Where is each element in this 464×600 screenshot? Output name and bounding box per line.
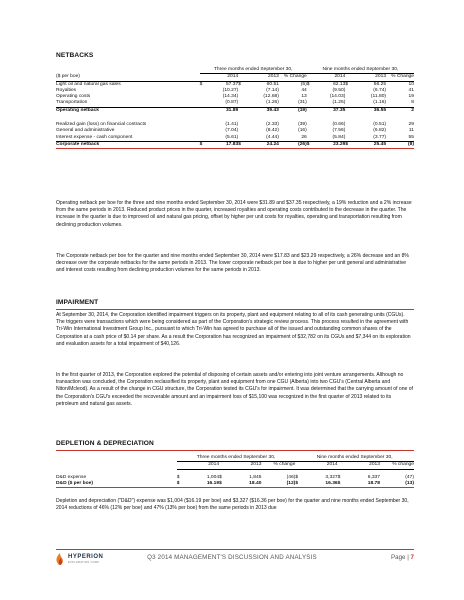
- row-label: Light oil and natural gas sales: [56, 81, 121, 87]
- table-cell: (19): [279, 107, 307, 114]
- table-cell: (1.16): [373, 100, 387, 106]
- row-label: Realized gain (loss) on financial contracts: [56, 122, 147, 128]
- dd-table: [56, 455, 414, 488]
- table-cell: 1,845: [249, 474, 262, 480]
- table-cell: (0.51): [373, 122, 387, 128]
- table-cell: 37.35: [313, 107, 345, 114]
- table-cell: 60.51: [266, 81, 279, 87]
- col-header: 2014: [200, 74, 239, 81]
- table-cell: (46): [286, 474, 296, 480]
- table-cell: (9.50): [332, 87, 346, 93]
- table-cell: (39): [298, 122, 307, 128]
- table-cell: (13): [380, 481, 414, 488]
- currency-symbol: $: [176, 474, 180, 480]
- col-header: % change: [380, 462, 414, 469]
- table-cell: 2: [386, 107, 414, 114]
- col-header: % Change: [386, 74, 414, 81]
- col-header: 2013: [238, 74, 279, 81]
- table-cell: 3,327: [325, 474, 338, 480]
- table-row: [56, 481, 414, 488]
- table-cell: (2.33): [266, 122, 279, 128]
- table-cell: 29: [408, 122, 414, 128]
- currency-symbol: $: [238, 81, 241, 87]
- table-cell: (5): [300, 81, 307, 87]
- table-cell: (6.82): [373, 128, 387, 134]
- three-months-header: Three months ended September 30,: [177, 455, 296, 462]
- table-cell: (0.87): [225, 100, 239, 106]
- table-cell: (7.56): [332, 128, 346, 134]
- table-row: [56, 100, 414, 107]
- table-cell: 62.13: [333, 81, 346, 87]
- table-cell: 11: [408, 128, 414, 134]
- table-cell: (12.68): [263, 94, 279, 100]
- table-cell: (10.27): [222, 87, 239, 93]
- currency-symbol: $: [177, 481, 183, 488]
- table-cell: 55: [386, 135, 414, 142]
- dd-paragraph: Depletion and depreciation ("D&D") expense was $1,004 ($16.19 per boe) and $3,327 ($16.36 per boe) for the quarter and nine months ended September 30, 2014 reductions of 46% (12% per boe) and 47% (13% per boe) from the same periods in 2013 due: [56, 498, 409, 512]
- table-cell: (12): [261, 481, 295, 488]
- col-header: 2014: [307, 74, 346, 81]
- table-cell: 23.29: [313, 141, 345, 148]
- logo-subtitle: EXPLORATION CORP.: [68, 561, 100, 564]
- currency-symbol: $: [337, 474, 341, 480]
- table-cell: 6,337: [367, 474, 380, 480]
- table-cell: (0.66): [332, 122, 346, 128]
- table-cell: (14.34): [222, 94, 239, 100]
- nine-months-header: Nine months ended September 30,: [295, 455, 414, 462]
- dd-title: DEPLETION & DEPRECIATION: [56, 440, 154, 447]
- impairment-paragraph-2: In the first quarter of 2013, the Corporation explored the potential of disposing of certain assets and/or entering into joint venture arrangements. Although no transaction was concluded, the Corporation reclassified its property, plant and equipment from one CGU (Alberta) into two CGU's (Central Alberta and Niton/Mcleod). As a result of the change in CGU structure, the Corporation tested its CGU's for impairment. It was determined that the carrying amount of one of the Corporation's CGU's exceeded the recoverable amount and an impairment loss of $15,100 was recognized in the first quarter of 2013 related to its petroleum and natural gas assets.: [56, 372, 413, 407]
- table-row: [56, 135, 414, 142]
- table-row: [56, 107, 414, 114]
- currency-symbol: $: [345, 81, 349, 87]
- page-label: Page |: [391, 554, 409, 561]
- col-header: 2013: [219, 462, 261, 469]
- table-cell: 41: [408, 87, 414, 93]
- table-cell: 17.83: [206, 141, 238, 148]
- table-cell: 39.43: [245, 107, 279, 114]
- table-cell: (5.84): [313, 135, 345, 142]
- table-cell: 25.45: [352, 141, 386, 148]
- table-cell: 44: [301, 87, 307, 93]
- col-header: 2014: [177, 462, 219, 469]
- table-cell: 31.89: [206, 107, 238, 114]
- page-number: [391, 554, 414, 561]
- table-cell: (14.03): [329, 94, 346, 100]
- currency-symbol: $: [295, 474, 299, 480]
- table-cell: (1.41): [225, 122, 239, 128]
- table-cell: (7.14): [266, 87, 279, 93]
- row-label: Interest expense - cash component: [56, 135, 200, 142]
- table-cell: (47): [405, 474, 414, 480]
- impairment-paragraph-1: At September 30, 2014, the Corporation identified impairment triggers on its property, plant and equipment relating to all of its cash generating units (CGUs). The triggers were transactions which were being considered as part of the Corporation's strategic review process. This process resulted in the agreement with Tri-Win International Investment Group Inc., pursuant to which Tri-Win has agreed to purchase all of the issued and outstanding common shares of the Corporation at a cash price of $0.14 per share. As a result the Corporation has recognized an impairment of $32,782 on its CGUs and $7,344 on its exploration and evaluation assets for a total impairment of $40,126.: [56, 312, 411, 347]
- table-cell: (3.77): [352, 135, 386, 142]
- netbacks-table: [56, 67, 414, 149]
- section-divider: [56, 450, 414, 451]
- table-cell: (6.74): [373, 87, 387, 93]
- row-label: Operating costs: [56, 94, 91, 100]
- currency-symbol: $: [306, 81, 310, 87]
- table-row: [56, 141, 414, 148]
- three-months-header: Three months ended September 30,: [200, 67, 307, 74]
- table-cell: (11.80): [370, 94, 387, 100]
- col-header: 2013: [338, 462, 380, 469]
- col-header: 2014: [295, 462, 337, 469]
- table-cell: 18.78: [344, 481, 380, 488]
- table-cell: (16): [298, 128, 307, 134]
- footer-divider: [56, 549, 414, 550]
- netbacks-paragraph-1: Operating netback per boe for the three and nine months ended September 30, 2014 were $31.89 and $37.35 respectively, a 19% reduction and a 2% increase from the same periods in 2013. Reduced product prices in the quarter, increased royalties and operating costs contributed to the decrease in the quarter. The increase in the quarter is due to improved oil and natural gas pricing, offset by higher per unit costs for royalties, operating and transportation resulting from declining production volumes.: [56, 200, 412, 228]
- currency-symbol: $: [200, 141, 206, 148]
- table-cell: (7.04): [225, 128, 239, 134]
- currency-symbol: $: [219, 481, 225, 488]
- table-cell: (8): [386, 141, 414, 148]
- table-cell: 57.37: [225, 81, 239, 87]
- currency-symbol: $: [338, 481, 344, 488]
- netbacks-paragraph-2: The Corporate netback per boe for the quarter and nine months ended September 30, 2014 were $17.83 and $23.29 respectively, a 26% decrease and an 8% decrease over the corporate netbacks for the same periods in 2013. The lower corporate netback per boe is due to higher per unit general and administrative and interest costs resulting from declining production volumes for the same periods in 2013.: [56, 253, 409, 274]
- table-cell: (1.26): [266, 100, 279, 106]
- table-cell: (26): [279, 141, 307, 148]
- row-label: General and administrative: [56, 128, 115, 134]
- table-cell: 8: [411, 100, 414, 106]
- table-cell: 56.25: [373, 81, 387, 87]
- row-label: D&D expense: [56, 474, 87, 480]
- col-header: % Change: [279, 74, 307, 81]
- table-cell: 18.40: [225, 481, 261, 488]
- table-cell: 13: [301, 94, 307, 100]
- logo-wordmark: HYPERION: [68, 554, 104, 560]
- table-cell: 16.19: [183, 481, 219, 488]
- currency-symbol: $: [199, 81, 203, 87]
- table-cell: 26: [279, 135, 307, 142]
- table-cell: 16.36: [302, 481, 338, 488]
- table-cell: 36.55: [352, 107, 386, 114]
- col-header: 2013: [345, 74, 386, 81]
- section-divider: [56, 309, 414, 310]
- table-cell: (4.44): [245, 135, 279, 142]
- currency-symbol: $: [238, 141, 244, 148]
- currency-symbol: $: [219, 474, 222, 480]
- unit-label: ($ per boe): [56, 74, 200, 81]
- row-label: D&D ($ per boe): [56, 481, 177, 488]
- table-cell: 24.24: [245, 141, 279, 148]
- table-cell: 10: [408, 81, 414, 87]
- currency-symbol: $: [295, 481, 301, 488]
- table-cell: 19: [408, 94, 414, 100]
- table-row: [56, 81, 414, 88]
- table-cell: 1,004: [206, 474, 220, 480]
- netbacks-title: NETBACKS: [56, 52, 94, 59]
- table-cell: (8.42): [266, 128, 279, 134]
- nine-months-header: Nine months ended September 30,: [307, 67, 414, 74]
- impairment-title: IMPAIRMENT: [56, 299, 99, 306]
- row-label: Operating netback: [56, 107, 200, 114]
- col-header: % change: [261, 462, 295, 469]
- currency-symbol: $: [345, 141, 351, 148]
- row-label: Corporate netback: [56, 141, 200, 148]
- currency-symbol: $: [307, 141, 313, 148]
- row-label: Royalties: [56, 87, 77, 93]
- table-cell: (1.25): [332, 100, 346, 106]
- page-number-value: 7: [410, 554, 414, 561]
- table-cell: (31): [298, 100, 307, 106]
- row-label: Transportation: [56, 100, 88, 106]
- footer-title: Q3 2014 MANAGEMENT'S DISCUSSION AND ANALYSIS: [147, 554, 317, 561]
- table-cell: (5.61): [206, 135, 238, 142]
